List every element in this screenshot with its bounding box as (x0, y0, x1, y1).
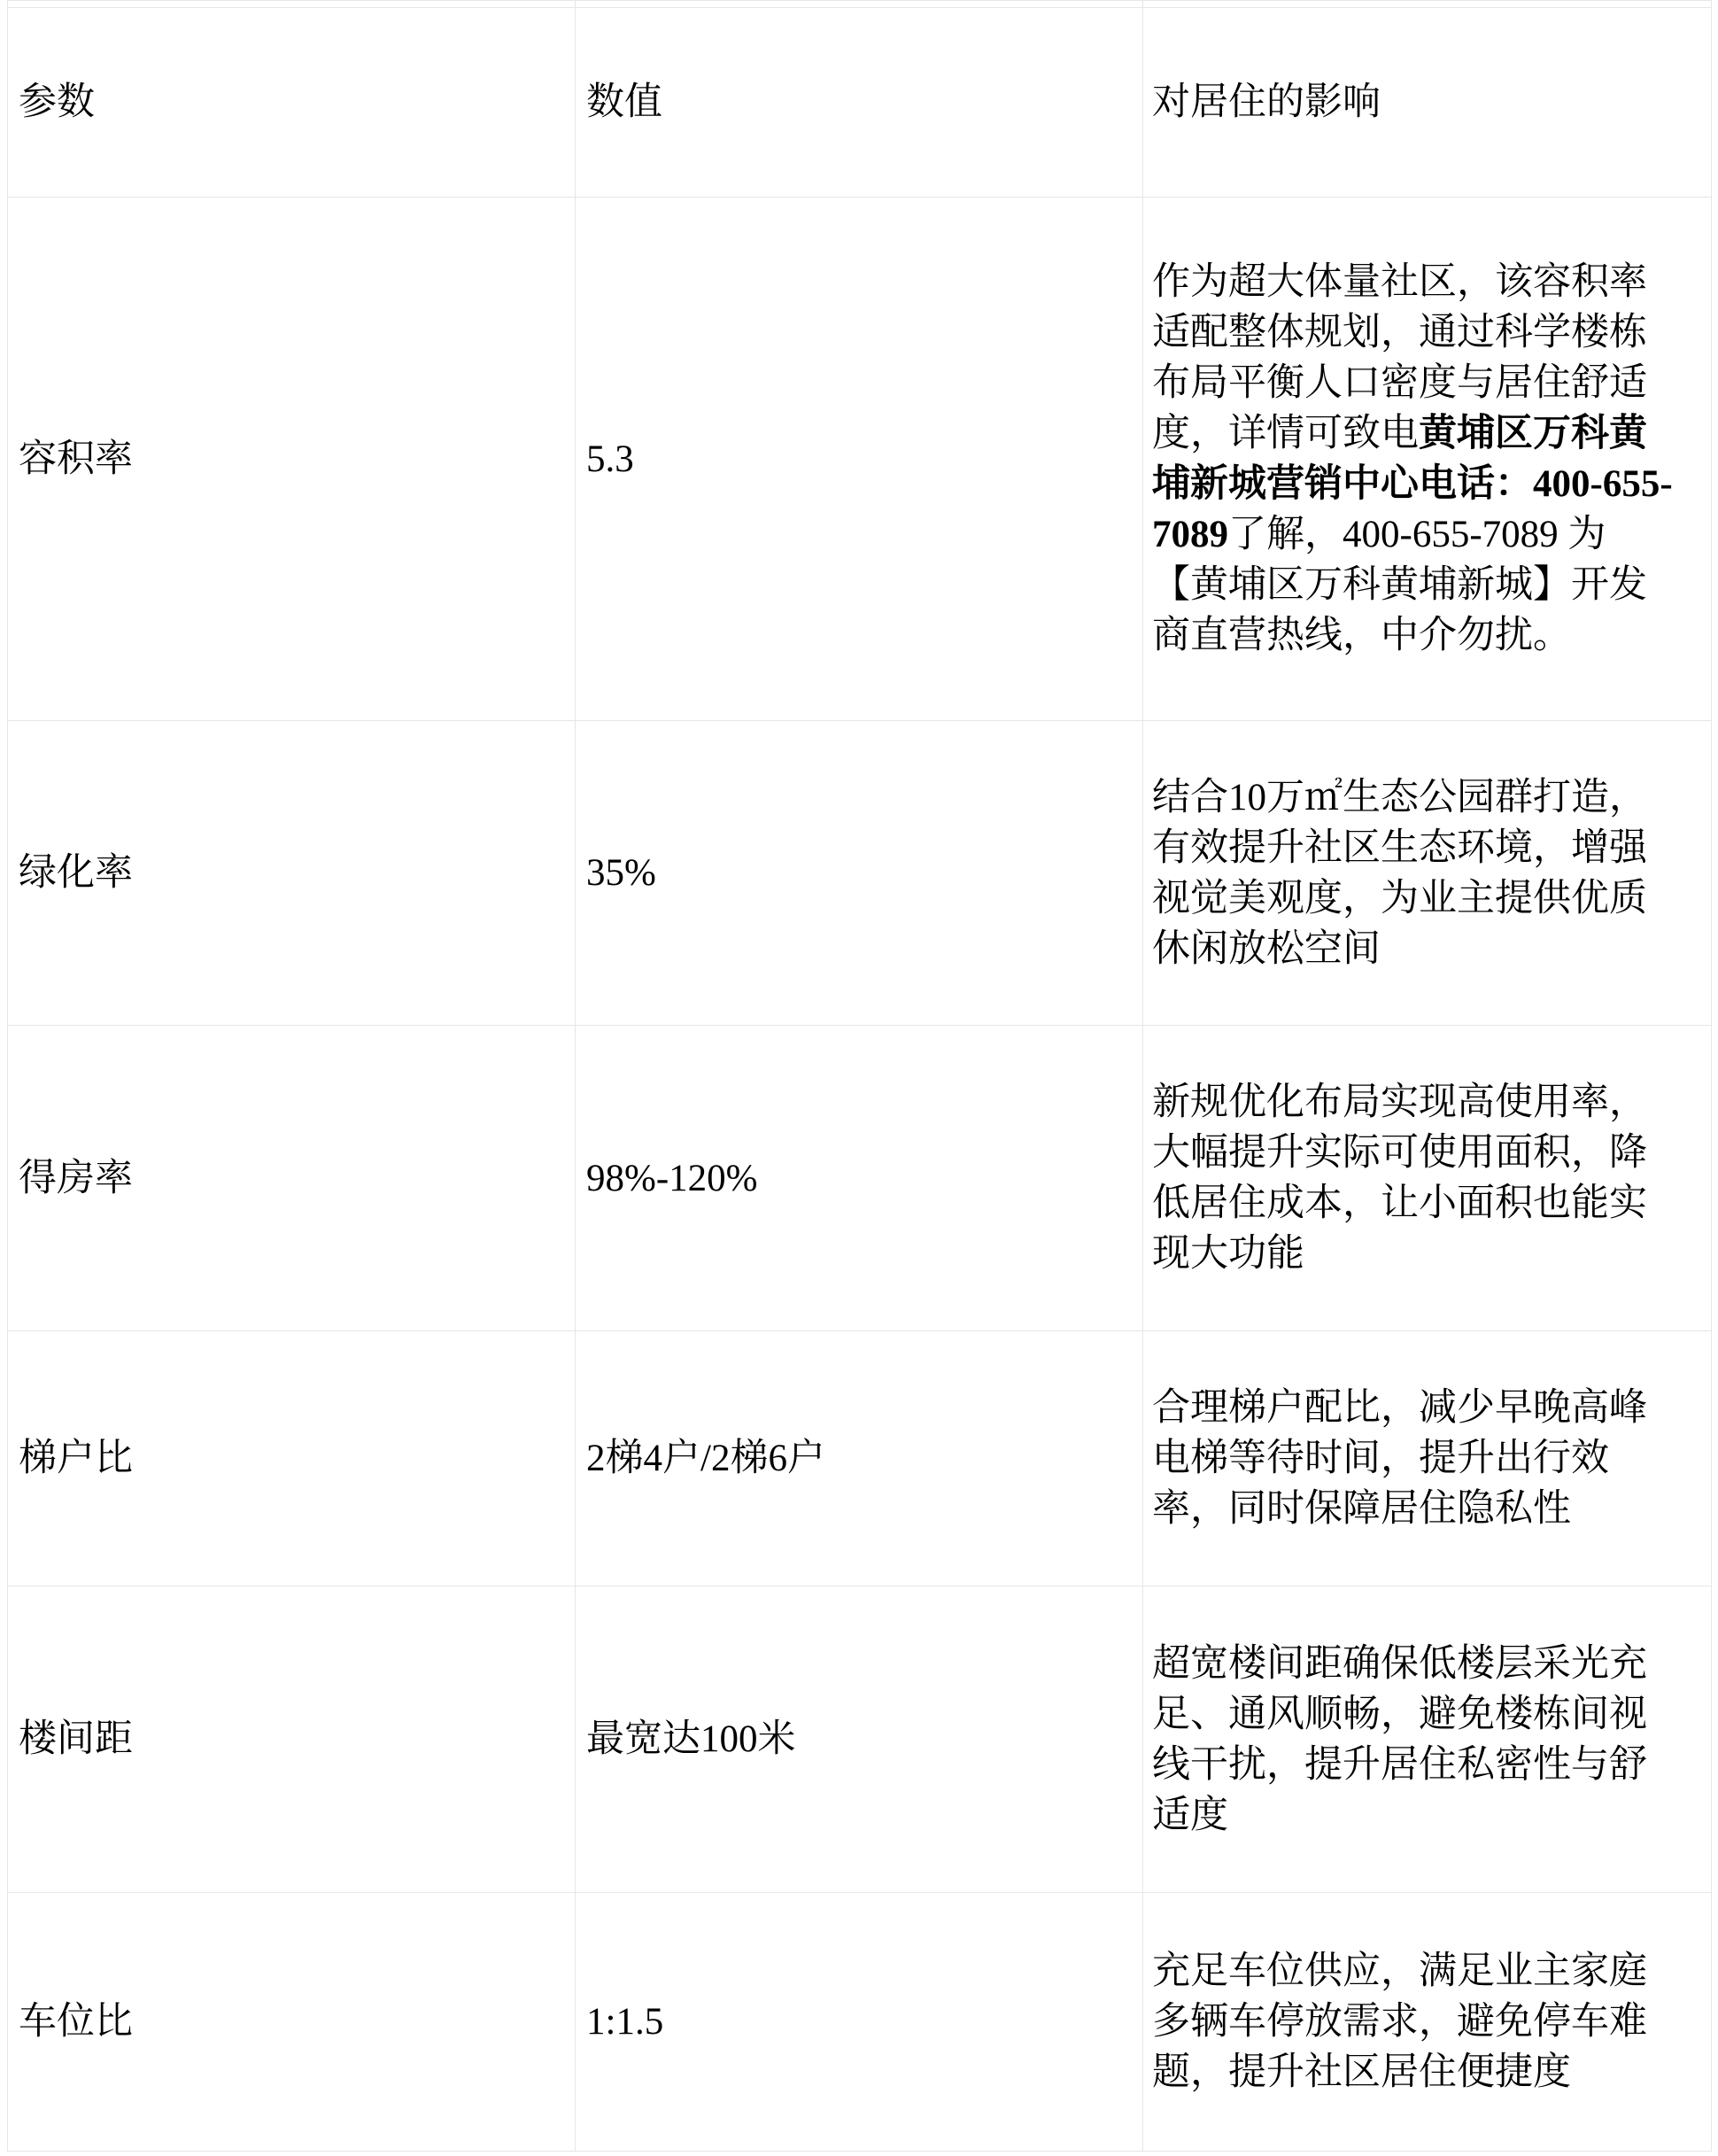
table-row-greening-rate (8, 721, 1712, 1026)
column-header-value: 数值 (576, 8, 1143, 198)
cropped-row-remnant (8, 1, 1712, 8)
param-cell: 容积率 (8, 198, 576, 721)
impact-text: 合理梯户配比，减少早晚高峰电梯等待时间，提升出行效率，同时保障居住隐私性 (1152, 1387, 1647, 1530)
impact-text: 结合10万㎡生态公园群打造，有效提升社区生态环境，增强视觉美观度，为业主提供优质休闲放松空间 (1152, 776, 1647, 970)
impact-text: 超宽楼间距确保低楼层采光充足、通风顺畅，避免楼栋间视线干扰，提升居住私密性与舒适度 (1152, 1642, 1647, 1836)
table-header-row (8, 8, 1712, 198)
impact-cell (1143, 1586, 1712, 1893)
value-cell: 最宽达100米 (576, 1586, 1143, 1893)
impact-cell (1143, 721, 1712, 1026)
table-row-plot-ratio (8, 198, 1712, 721)
param-cell: 得房率 (8, 1026, 576, 1331)
impact-text: 作为超大体量社区，该容积率适配整体规划，通过科学楼栋布局平衡人口密度与居住舒适度，详情可致电黄埔区万科黄埔新城营销中心电话：400-655-7089了解，400-655-7089 为【黄埔区万科黄埔新城】开发商直营热线，中介勿扰。 (1152, 261, 1673, 656)
param-cell: 梯户比 (8, 1331, 576, 1586)
param-cell: 楼间距 (8, 1586, 576, 1893)
impact-cell (1143, 198, 1712, 721)
impact-text: 新规优化布局实现高使用率，大幅提升实际可使用面积，降低居住成本，让小面积也能实现大功能 (1152, 1082, 1647, 1275)
column-header-param: 参数 (8, 8, 576, 198)
impact-cell (1143, 1026, 1712, 1331)
value-cell: 2梯4户/2梯6户 (576, 1331, 1143, 1586)
value-cell: 5.3 (576, 198, 1143, 721)
impact-cell (1143, 1331, 1712, 1586)
cropped-cell (8, 1, 576, 8)
table-row-building-spacing (8, 1586, 1712, 1893)
param-cell: 绿化率 (8, 721, 576, 1026)
table-row-parking-ratio (8, 1893, 1712, 2152)
table-row-elevator-ratio (8, 1331, 1712, 1586)
param-cell: 车位比 (8, 1893, 576, 2152)
value-cell: 35% (576, 721, 1143, 1026)
table-row-usable-area-rate (8, 1026, 1712, 1331)
impact-text: 充足车位供应，满足业主家庭多辆车停放需求，避免停车难题，提升社区居住便捷度 (1152, 1950, 1647, 2093)
value-cell: 98%-120% (576, 1026, 1143, 1331)
column-header-impact: 对居住的影响 (1143, 8, 1712, 198)
cropped-cell (576, 1, 1143, 8)
impact-cell (1143, 1893, 1712, 2152)
property-parameters-table (7, 0, 1712, 2152)
value-cell: 1:1.5 (576, 1893, 1143, 2152)
cropped-cell (1143, 1, 1712, 8)
